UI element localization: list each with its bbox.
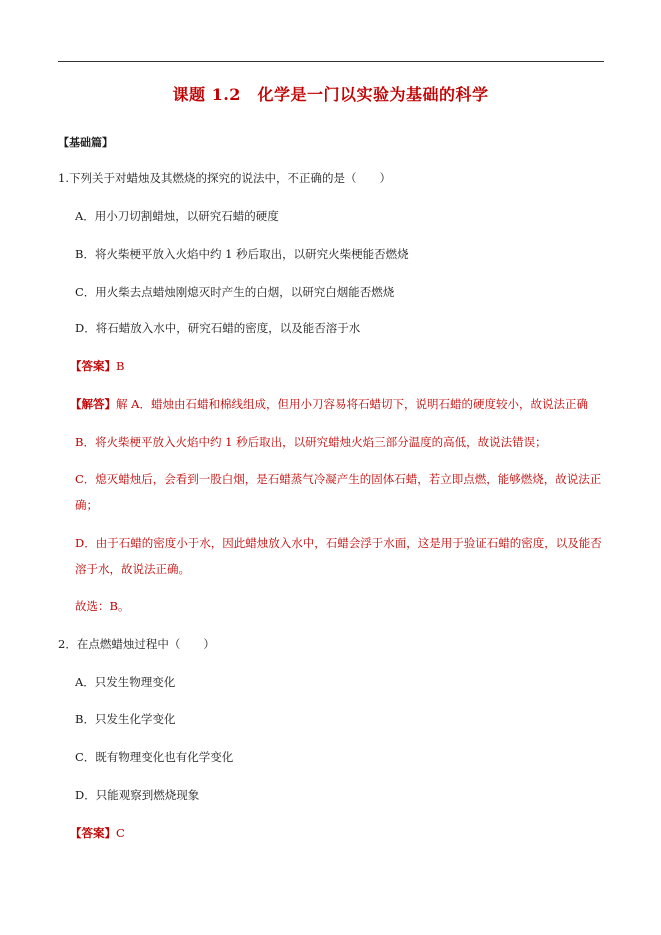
question-1-solution-c-line1: C．熄灭蜡烛后，会看到一股白烟，是石蜡蒸气冷凝产生的固体石蜡，若立即点燃，能够燃烧，故说法正 xyxy=(75,472,602,486)
question-1-option-c: C．用火柴去点蜡烛刚熄灭时产生的白烟，以研究白烟能否燃烧 xyxy=(75,285,395,299)
answer-value: C xyxy=(116,826,125,840)
answer-value: B xyxy=(116,359,125,373)
question-1-solution-c-line2: 确； xyxy=(75,498,98,512)
solution-a-text: 解 A．蜡烛由石蜡和棉线组成，但用小刀容易将石蜡切下，说明石蜡的硬度较小，故说法正确 xyxy=(116,397,588,411)
question-1-solution-d-line2: 溶于水，故说法正确。 xyxy=(75,562,190,576)
section-label: 【基础篇】 xyxy=(58,136,113,149)
question-2-option-b: B．只发生化学变化 xyxy=(75,712,176,726)
question-1-solution-d-line1: D．由于石蜡的密度小于水，因此蜡烛放入水中，石蜡会浮于水面，这是用于验证石蜡的密度，以及能否 xyxy=(75,536,602,550)
question-2-option-d: D．只能观察到燃烧现象 xyxy=(75,788,200,802)
question-1-final-choice: 故选：B。 xyxy=(75,599,130,613)
solution-tag: 【解答】 xyxy=(70,397,116,411)
question-2-option-a: A．只发生物理变化 xyxy=(75,675,176,689)
question-2-option-c: C．既有物理变化也有化学变化 xyxy=(75,750,234,764)
answer-tag: 【答案】 xyxy=(70,359,116,373)
question-1-solution-a xyxy=(70,396,588,412)
header-rule xyxy=(58,61,604,62)
page-title: 课题 1.2 化学是一门以实验为基础的科学 xyxy=(172,85,489,104)
question-1-option-b: B．将火柴梗平放入火焰中约 1 秒后取出，以研究火柴梗能否燃烧 xyxy=(75,247,409,261)
question-1-answer xyxy=(70,358,124,374)
question-1-solution-b: B．将火柴梗平放入火焰中约 1 秒后取出，以研究蜡烛火焰三部分温度的高低，故说法错误； xyxy=(75,435,547,449)
question-2-stem: 2．在点燃蜡烛过程中（ ） xyxy=(58,637,215,651)
question-1-option-a: A．用小刀切割蜡烛，以研究石蜡的硬度 xyxy=(75,209,279,223)
question-1-stem: 1.下列关于对蜡烛及其燃烧的探究的说法中，不正确的是（ ） xyxy=(58,171,391,185)
answer-tag: 【答案】 xyxy=(70,826,116,840)
question-2-answer xyxy=(70,825,125,841)
question-1-option-d: D．将石蜡放入水中，研究石蜡的密度，以及能否溶于水 xyxy=(75,321,361,335)
